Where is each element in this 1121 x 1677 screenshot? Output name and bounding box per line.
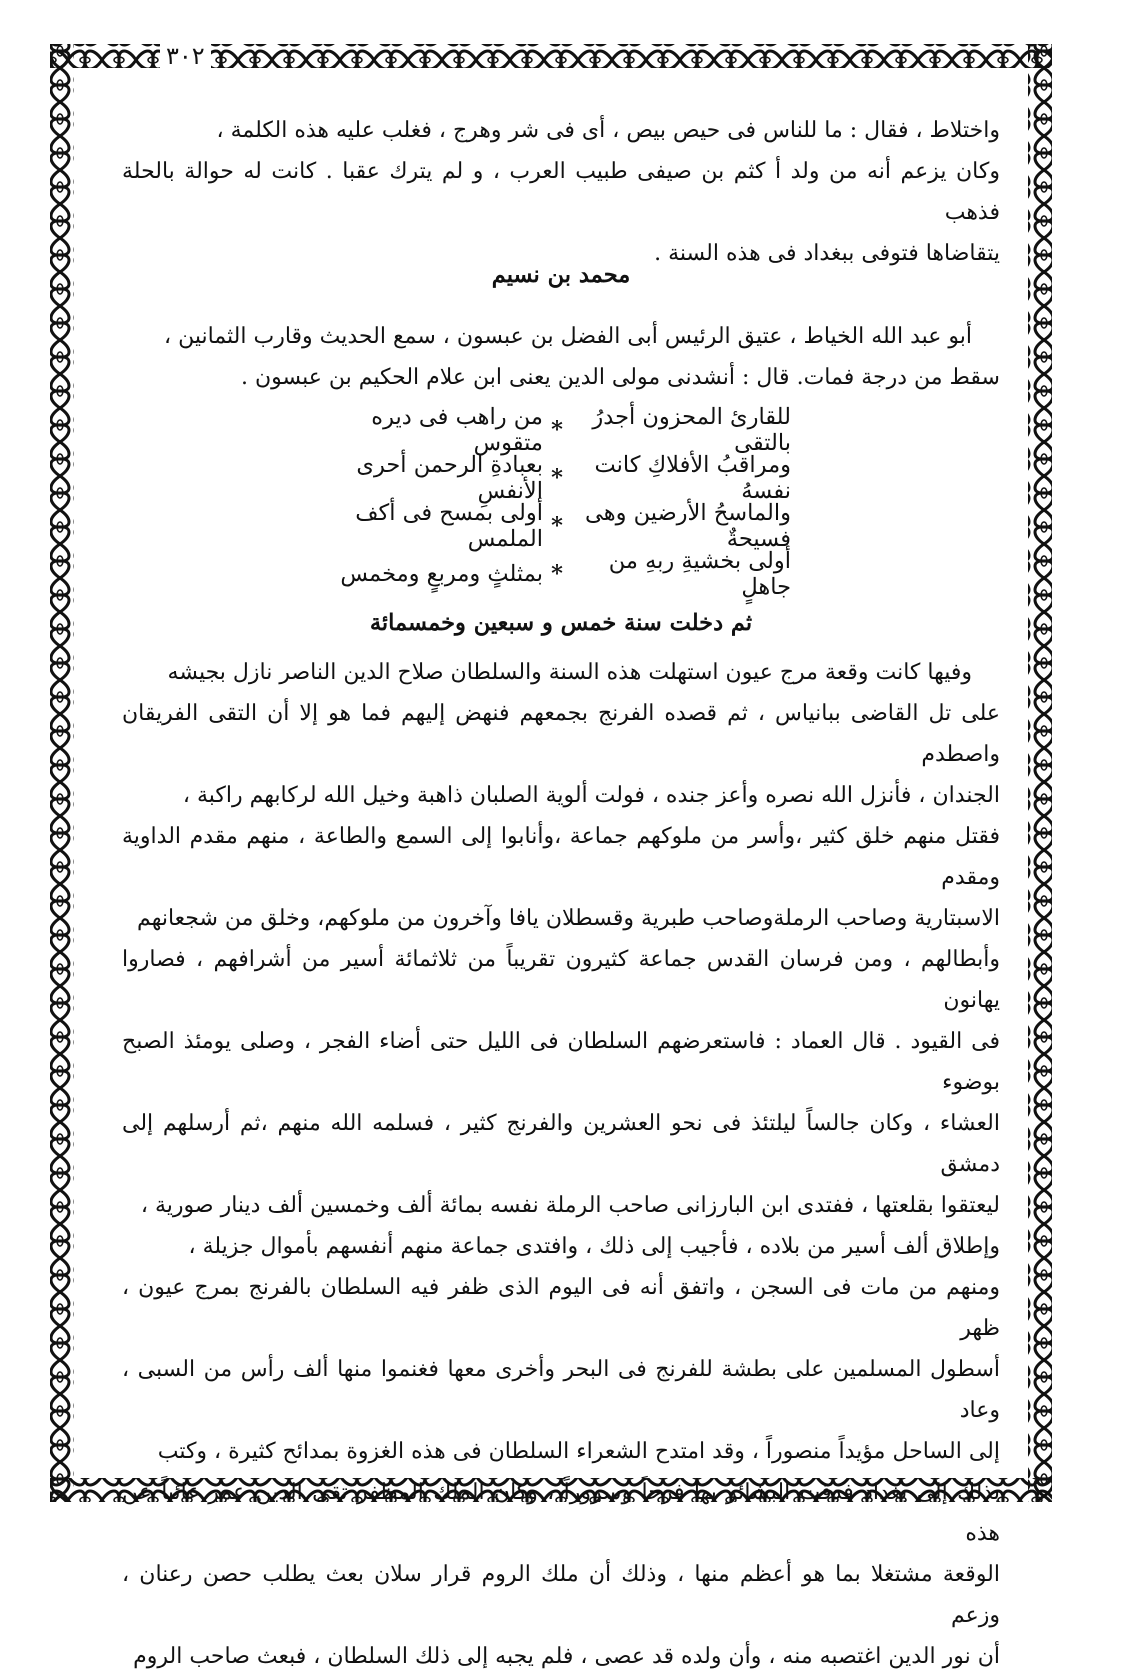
text-line: على تل القاضى ببانياس ، ثم قصده الفرنج بجمعهم فنهض إليهم فما هو إلا أن التقى الفريقان واصطدم	[122, 701, 1000, 767]
poem-hemistich: أولى بمسح فى أكف الملمس	[355, 500, 543, 552]
poem-hemistich: من راهب فى ديره متقوس	[371, 404, 543, 456]
text-line: وفيها كانت وقعة مرج عيون استهلت هذه السنة والسلطان صلاح الدين الناصر نازل بجيشه	[167, 660, 972, 685]
poem-separator: *	[551, 417, 563, 443]
text-line: بذلك إلى بغداد فدقت البشائر بها فرحاً وسروراً ، وكان الملك المظفر تقى الدين عمر غائباً عن هذه	[122, 1480, 1000, 1546]
text-line: ليعتقوا بقلعتها ، ففتدى ابن البارزانى صاحب الرملة نفسه بمائة ألف وخمسين ألف دينار صورية ،	[140, 1193, 1000, 1218]
text-line: وكان يزعم أنه من ولد أ كثم بن صيفى طبيب العرب ، و لم يترك عقبا . كانت له حوالة بالحلة فذهب	[122, 159, 1000, 225]
year-heading: ثم دخلت سنة خمس و سبعين وخمسمائة	[369, 610, 753, 636]
text-line: أن نور الدين اغتصبه منه ، وأن ولده قد عصى ، فلم يجبه إلى ذلك السلطان ، فبعث صاحب الروم	[133, 1644, 1000, 1669]
text-line: سقط من درجة فمات. قال : أنشدنى مولى الدين يعنى ابن علام الحكيم بن عبسون .	[240, 365, 1000, 390]
text-line: أبو عبد الله الخياط ، عتيق الرئيس أبى الفضل بن عبسون ، سمع الحديث وقارب الثمانين ،	[164, 324, 972, 349]
poem-verse	[303, 502, 791, 550]
poem-hemistich: ومراقبُ الأفلاكِ كانت نفسهُ	[594, 452, 791, 504]
poem-verse	[303, 454, 791, 502]
text-line: إلى الساحل مؤيداً منصوراً ، وقد امتدح الشعراء السلطان فى هذه الغزوة بمدائح كثيرة ، وكتب	[157, 1439, 1000, 1464]
poem-hemistich: والماسحُ الأرضين وهى فسيحةٌ	[585, 500, 791, 552]
text-line: أسطول المسلمين على بطشة للفرنج فى البحر وأخرى معها فغنموا منها ألف رأس من السبى ، وعاد	[122, 1357, 1000, 1423]
text-line: واختلاط ، فقال : ما للناس فى حيص بيص ، أى فى شر وهرج ، فغلب عليه هذه الكلمة ،	[216, 118, 1000, 143]
text-line: وأبطالهم ، ومن فرسان القدس جماعة كثيرون تقريباً من ثلاثمائة أسير من أشرافهم ، فصاروا يهانون	[122, 947, 1000, 1013]
text-line: يتقاضاها فتوفى ببغداد فى هذه السنة .	[654, 241, 1000, 266]
poem-separator: *	[551, 513, 563, 539]
poem-hemistich: للقارئ المحزون أجدرُ بالتقى	[592, 404, 791, 456]
text-line: فقتل منهم خلق كثير ،وأسر من ملوكهم جماعة ،وأنابوا إلى السمع والطاعة ، منهم مقدم الداوية ومقدم	[122, 824, 1000, 890]
text-line: الوقعة مشتغلا بما هو أعظم منها ، وذلك أن ملك الروم قرار سلان بعث يطلب حصن رعنان ، وزعم	[122, 1562, 1000, 1628]
poem-verse	[303, 550, 791, 598]
text-line: الاسبتارية وصاحب الرملةوصاحب طبرية وقسطلان يافا وآخرون من ملوكهم، وخلق من شجعانهم	[137, 906, 1000, 931]
biography-heading: محمد بن نسيم	[491, 262, 631, 288]
text-line: الجندان ، فأنزل الله نصره وأعز جنده ، فولت ألوية الصلبان ذاهبة وخيل الله لركابهم راكبة ،	[182, 783, 1000, 808]
text-line: العشاء ، وكان جالساً ليلتئذ فى نحو العشرين والفرنج كثير ، فسلمه الله منهم ،ثم أرسلهم إلى دمشق	[122, 1111, 1000, 1177]
poem-hemistich: أولى بخشيةِ ربهِ من جاهلٍ	[608, 548, 791, 600]
text-line: فى القيود . قال العماد : فاستعرضهم السلطان فى الليل حتى أضاء الفجر ، وصلى يومئذ الصبح بوضوء	[122, 1029, 1000, 1095]
poem-hemistich: بعبادةِ الرحمن أحرى الأنفسِ	[356, 452, 543, 504]
intro-paragraph	[122, 110, 1000, 274]
biography-paragraph	[122, 316, 1000, 398]
poem	[303, 406, 791, 598]
poem-hemistich: بمثلثٍ ومربعٍ ومخمس	[340, 561, 543, 587]
text-line: ومنهم من مات فى السجن ، واتفق أنه فى اليوم الذى ظفر فيه السلطان بالفرنج بمرج عيون ، ظهر	[122, 1275, 1000, 1341]
poem-separator: *	[551, 561, 563, 587]
poem-verse	[303, 406, 791, 454]
page-number: ٣٠٢	[160, 42, 211, 70]
poem-separator: *	[551, 465, 563, 491]
text-line: وإطلاق ألف أسير من بلاده ، فأجيب إلى ذلك ، وافتدى جماعة منهم أنفسهم بأموال جزيلة ،	[188, 1234, 1000, 1259]
main-paragraph	[122, 652, 1000, 1677]
